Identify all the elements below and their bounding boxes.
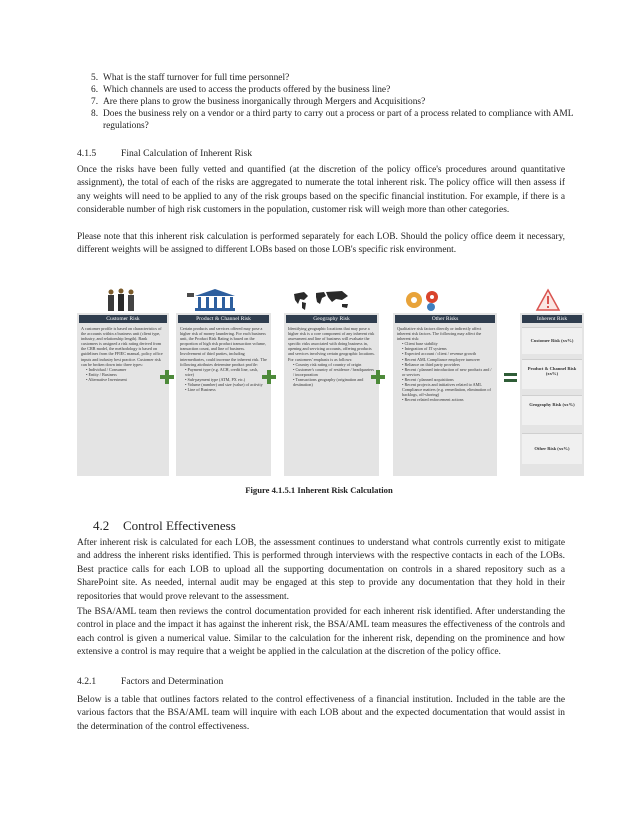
world-map-icon [290, 288, 354, 312]
paragraph-control-intro: After inherent risk is calculated for each LOB, the assessment continues to understand what controls currently exist to mitigate and address the inherent risks identified. This is performed through interviews with the respective contacts in each of the LOBs. Best practice calls for each LOB to upload all the supporting documentation on controls in a shared repository such as a SharePoint site. As needed, internal audit may be engaged at this step to provide any documentation that they hold in their repositories that would prove relevant to the assessment. [77, 538, 565, 602]
inherent-item: Geography Risk (xx%) [522, 395, 582, 425]
inherent-risk-figure [77, 288, 577, 476]
list-item: 8. Does the business rely on a vendor or a third party to carry out a process or part of a process related to compliance with AML regulations? [91, 109, 574, 131]
gears-icon [401, 288, 445, 312]
warning-icon [535, 288, 561, 312]
numbered-list [77, 72, 577, 132]
inherent-item: Customer Risk (xx%) [522, 327, 582, 354]
paragraph-final-calculation: Once the risks have been fully vetted and quantified (at the discretion of the policy office's procedures around quantitative assignment), the total of each of the risks are aggregated to numerate the total inherent risk. The policy office will then assess if any weights will need to be applied to any of the risk groups based on the specific financial institution. For example, if there is a considerable number of high risk customers in the population, customer risk will weigh more than other categories. [77, 165, 565, 216]
people-icon [101, 288, 141, 312]
paragraph-control-review: The BSA/AML team then reviews the control documentation provided for each inherent risk identified. After understanding the control in place and the impact it has against the inherent risk, the BSA/AML team measures the effectiveness of the controls and each control is given a numerical value. Similar to the calculation for the inherent risk, depending on the prominence and how extensive a control is may require that a weight be applied in the calculation at the discretion of the policy office. [77, 607, 565, 658]
list-item: 6. Which channels are used to access the products offered by the business line? [91, 85, 391, 95]
inherent-item: Product & Channel Risk (xx%) [522, 359, 582, 389]
section-heading-4-1-5: 4.1.5 Final Calculation of Inherent Risk [77, 148, 253, 159]
bank-icon [187, 288, 243, 312]
figure-caption: Figure 4.1.5.1 Inherent Risk Calculation [245, 485, 393, 495]
inherent-risk-panel: Inherent Risk Customer Risk (xx%) Product & Channel Risk (xx%) Geography Risk (xx%) Other Risk (xx%) [520, 313, 584, 476]
paragraph-factors: Below is a table that outlines factors related to the control effectiveness of a financial institution. Included in the table are the various factors that the BSA/AML team will inquire with each LOB about and the expected documentation that would assist in the determination of the control effectiveness. [77, 695, 565, 732]
customer-risk-panel: Customer Risk A customer profile is based on characteristics of the accounts within a business unit (client type, industry, and relationship length). Bank customers is assigned a risk rating derived from the CRR model, the methodology is based on guidelines from the FFIEC manual, policy office inputs and industry best practice. Customer risk can be broken down into three types: • Individual / Consumer • Entity / Business • Alternative Investment [77, 313, 169, 476]
list-item: 5. What is the staff turnover for full time personnel? [91, 73, 290, 83]
inherent-item: Other Risk (xx%) [522, 433, 582, 464]
section-heading-4-2-1: 4.2.1 Factors and Determination [77, 676, 224, 687]
other-risks-panel: Other Risks Qualitative risk factors directly or indirectly affect inherent risk factors. The following may affect the inherent risk: • Client base stability • Integration of IT systems • Expected account / client / revenue growth • Recent AML Compliance employee turnover • Reliance on third party providers • Recent / planned introduction of new products and / or services • Recent / planned acquisitions • Recent projects and initiatives related to AML Compliance matters (e.g. remediation, elimination of backlogs, off-shoring) • Recent related enforcement actions [393, 313, 497, 476]
product-channel-risk-panel: Product & Channel Risk Certain products and services offered may pose a higher risk of money laundering. For each business unit, the Product Risk Rating is based on the proportion of high risk product transaction volume, transaction count, and line of business. Involvement of third parties, including intermediaries, could increase the inherent risk. The following attributes determine product profile: • Payment type (e.g. ACH, credit line, cash, wire) • Sub-payment type (ATM, PX etc.) • Volume (number) and size (value) of activity • Line of Business [176, 313, 271, 476]
plus-icon [262, 370, 276, 384]
plus-icon [371, 370, 385, 384]
paragraph-lob-note: Please note that this inherent risk calculation is performed separately for each LOB. Should the policy office deem it necessary, different weights will be assigned to different LOBs based on those LOB's specific risk environment. [77, 232, 565, 256]
equals-icon [504, 372, 517, 383]
list-item: 7. Are there plans to grow the business inorganically through Mergers and Acquisitions? [91, 97, 426, 107]
geography-risk-panel: Geography Risk Identifying geographic locations that may pose a higher risk is a core component of any inherent risk assessment and line of business will evaluate the specific risks associated with doing business in, opening and servicing accounts, offering products and services involving certain geographic locations. For customers' emphasis is as follows: • Country risk rating of country of origin • Customer's country of residence / headquarters / incorporation • Transactions geography (origination and destination) [284, 313, 379, 476]
section-heading-4-2: 4.2 Control Effectiveness [93, 518, 236, 533]
plus-icon [160, 370, 174, 384]
